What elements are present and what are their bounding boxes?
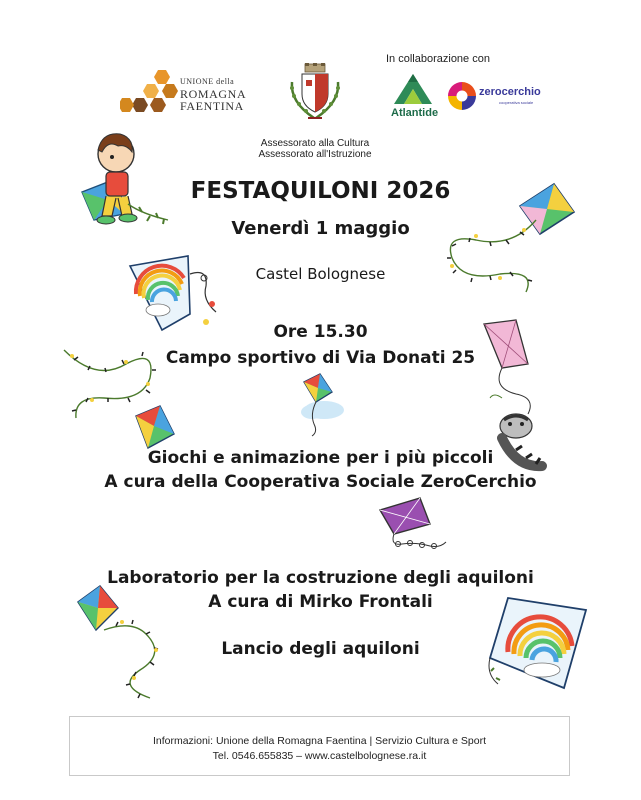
union-logo-line1: UNIONE della [180, 77, 235, 86]
union-logo-text [180, 76, 246, 112]
assessorato-line1: Assessorato alla Cultura [260, 138, 370, 149]
colorful-kite-illustration [132, 404, 176, 450]
event-place: Castel Bolognese [255, 265, 386, 283]
assessorato-text [240, 138, 390, 160]
collab-label: In collaborazione con [386, 53, 490, 65]
purple-kite-illustration [378, 496, 448, 558]
union-logo-line2: ROMAGNA [180, 87, 247, 101]
zerocerchio-logo-icon [448, 82, 476, 110]
footer-info-line: Informazioni: Unione della Romagna Faentina | Servizio Cultura e Sport [152, 735, 487, 747]
kite-launch-text: Lancio degli aquiloni [221, 639, 420, 659]
zerocerchio-label: zerocerchio [479, 86, 541, 98]
hexagon-cluster-logo [120, 68, 178, 114]
games-heading: Giochi e animazione per i più piccoli [147, 448, 494, 468]
event-title: FESTAQUILONI 2026 [190, 178, 451, 204]
union-logo-line3: FAENTINA [180, 99, 244, 113]
small-kite-with-cloud-illustration [284, 372, 354, 438]
atlantide-label: Atlantide [391, 107, 439, 119]
event-date: Venerdì 1 maggio [231, 218, 410, 239]
event-time: Ore 15.30 [273, 322, 368, 342]
games-organizer: A cura della Cooperativa Sociale ZeroCerchio [104, 472, 537, 492]
coat-of-arms-icon [286, 62, 344, 128]
event-venue: Campo sportivo di Via Donati 25 [165, 348, 476, 368]
footer-contact-line[interactable]: Tel. 0546.655835 – www.castelbolognese.ra.it [212, 750, 427, 762]
lab-organizer: A cura di Mirko Frontali [208, 592, 433, 612]
assessorato-line2: Assessorato all'Istruzione [258, 149, 372, 160]
lab-heading: Laboratorio per la costruzione degli aquiloni [107, 568, 534, 588]
zerocerchio-sub: cooperativa sociale [499, 100, 534, 105]
atlantide-logo-icon [392, 72, 434, 106]
